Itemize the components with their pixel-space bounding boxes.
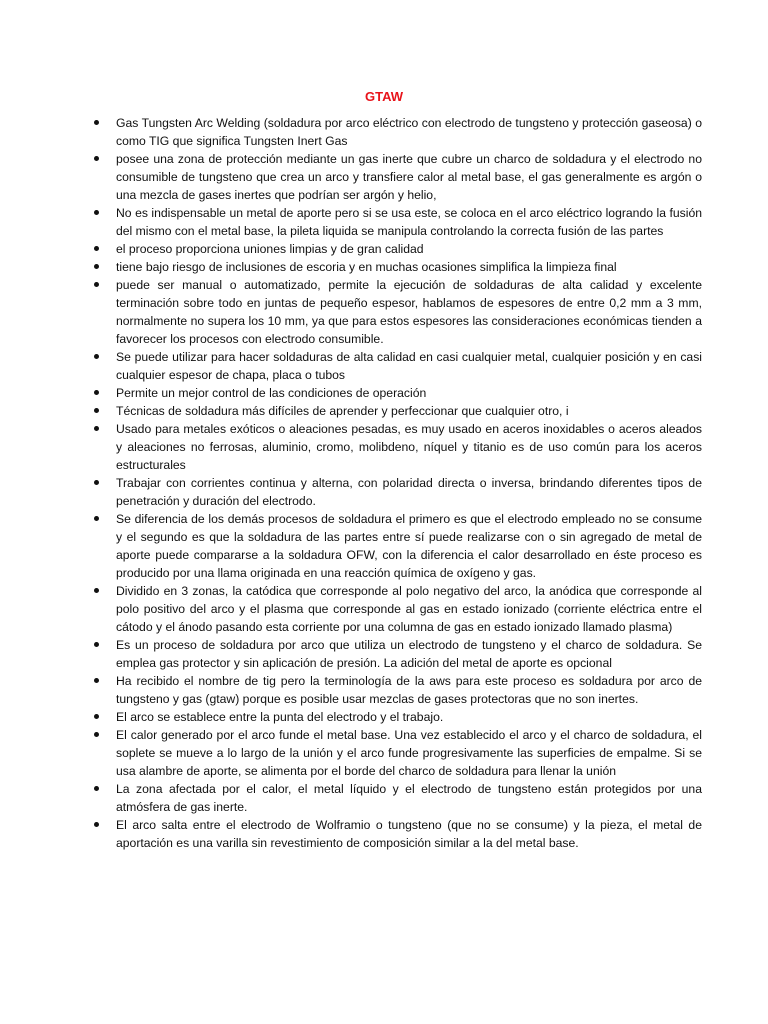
bullet-item [90,726,702,780]
bullet-dot-icon [94,390,99,395]
bullet-item [90,150,702,204]
bullet-item [90,384,702,402]
bullet-text: Gas Tungsten Arc Welding (soldadura por arco eléctrico con electrodo de tungsteno y protección gaseosa) o como TIG que significa Tungsten Inert Gas [116,116,702,148]
bullet-text: No es indispensable un metal de aporte pero si se usa este, se coloca en el arco eléctrico logrando la fusión del mismo con el metal base, la pileta liquida se manipula controlando la correcta fusión de las partes [116,206,702,238]
bullet-text: Dividido en 3 zonas, la catódica que corresponde al polo negativo del arco, la anódica que corresponde al polo positivo del arco y el plasma que corresponde al gas en estado ionizado (corriente eléctrica entre el cátodo y el ánodo pasando esta corriente por una columna de gas en estado ionizado llamado plasma) [116,584,702,634]
bullet-text: Usado para metales exóticos o aleaciones pesadas, es muy usado en aceros inoxidables o aceros aleados y aleaciones no ferrosas, aluminio, cromo, molibdeno, níquel y titanio es de uso común para los aceros estructurales [116,422,702,472]
bullet-text: Se puede utilizar para hacer soldaduras de alta calidad en casi cualquier metal, cualquier posición y en casi cualquier espesor de chapa, placa o tubos [116,350,702,382]
bullet-dot-icon [94,714,99,719]
bullet-item [90,780,702,816]
bullet-dot-icon [94,408,99,413]
bullet-dot-icon [94,642,99,647]
bullet-dot-icon [94,210,99,215]
bullet-dot-icon [94,678,99,683]
bullet-item [90,258,702,276]
bullet-text: El arco salta entre el electrodo de Wolframio o tungsteno (que no se consume) y la pieza, el metal de aportación es una varilla sin revestimiento de composición similar a la del metal base. [116,818,702,850]
bullet-item [90,582,702,636]
bullet-item [90,402,702,420]
bullet-item [90,708,702,726]
bullet-dot-icon [94,588,99,593]
bullet-text: Permite un mejor control de las condiciones de operación [116,386,427,400]
bullet-dot-icon [94,264,99,269]
bullet-text: Se diferencia de los demás procesos de soldadura el primero es que el electrodo empleado no se consume y el segundo es que la soldadura de las partes entre sí puede realizarse con o sin agregado de metal de aporte puede compararse a la soldadura OFW, con la diferencia el calor desarrollado en éste proceso es producido por una llama originada en una reacción química de oxígeno y gas. [116,512,702,580]
bullet-item [90,816,702,852]
bullet-item [90,204,702,240]
bullet-item [90,114,702,150]
bullet-dot-icon [94,822,99,827]
bullet-item [90,240,702,258]
bullet-text: el proceso proporciona uniones limpias y de gran calidad [116,242,424,256]
bullet-item [90,276,702,348]
bullet-dot-icon [94,516,99,521]
bullet-dot-icon [94,426,99,431]
bullet-dot-icon [94,480,99,485]
document-title [0,88,768,106]
bullet-text: Técnicas de soldadura más difíciles de aprender y perfeccionar que cualquier otro, i [116,404,569,418]
bullet-item [90,672,702,708]
bullet-item [90,348,702,384]
bullet-dot-icon [94,732,99,737]
bullet-item [90,474,702,510]
bullet-text: puede ser manual o automatizado, permite la ejecución de soldaduras de alta calidad y excelente terminación sobre todo en juntas de pequeño espesor, hablamos de espesores de entre 0,2 mm a 3 mm, normalmente no supera los 10 mm, ya que para estos espesores las consideraciones económicas tienden a favorecer los procesos con electrodo consumible. [116,278,702,346]
bullet-text: El arco se establece entre la punta del electrodo y el trabajo. [116,710,444,724]
bullet-text: Ha recibido el nombre de tig pero la terminología de la aws para este proceso es soldadura por arco de tungsteno y gas (gtaw) porque es posible usar mezclas de gases protectoras que no son inertes. [116,674,702,706]
bullet-item [90,636,702,672]
bullet-dot-icon [94,786,99,791]
bullet-item [90,420,702,474]
bullet-dot-icon [94,282,99,287]
bullet-item [90,510,702,582]
bullet-dot-icon [94,354,99,359]
document-title-text: GTAW [364,89,404,104]
bullet-text: Es un proceso de soldadura por arco que utiliza un electrodo de tungsteno y el charco de soldadura. Se emplea gas protector y sin aplicación de presión. La adición del metal de aporte es opcional [116,638,702,670]
bullet-text: posee una zona de protección mediante un gas inerte que cubre un charco de soldadura y el electrodo no consumible de tungsteno que crea un arco y transfiere calor al metal base, el gas generalmente es argón o una mezcla de gases inertes que podrían ser argón y helio, [116,152,702,202]
bullet-dot-icon [94,120,99,125]
bullet-text: tiene bajo riesgo de inclusiones de escoria y en muchas ocasiones simplifica la limpieza final [116,260,617,274]
bullet-text: El calor generado por el arco funde el metal base. Una vez establecido el arco y el charco de soldadura, el soplete se mueve a lo largo de la unión y el arco funde progresivamente las superficies de empalme. Si se usa alambre de aporte, se alimenta por el borde del charco de soldadura para llenar la unión [116,728,702,778]
bullet-list [90,114,702,852]
bullet-dot-icon [94,246,99,251]
bullet-text: Trabajar con corrientes continua y alterna, con polaridad directa o inversa, brindando diferentes tipos de penetración y duración del electrodo. [116,476,702,508]
bullet-text: La zona afectada por el calor, el metal líquido y el electrodo de tungsteno están protegidos por una atmósfera de gas inerte. [116,782,702,814]
bullet-dot-icon [94,156,99,161]
